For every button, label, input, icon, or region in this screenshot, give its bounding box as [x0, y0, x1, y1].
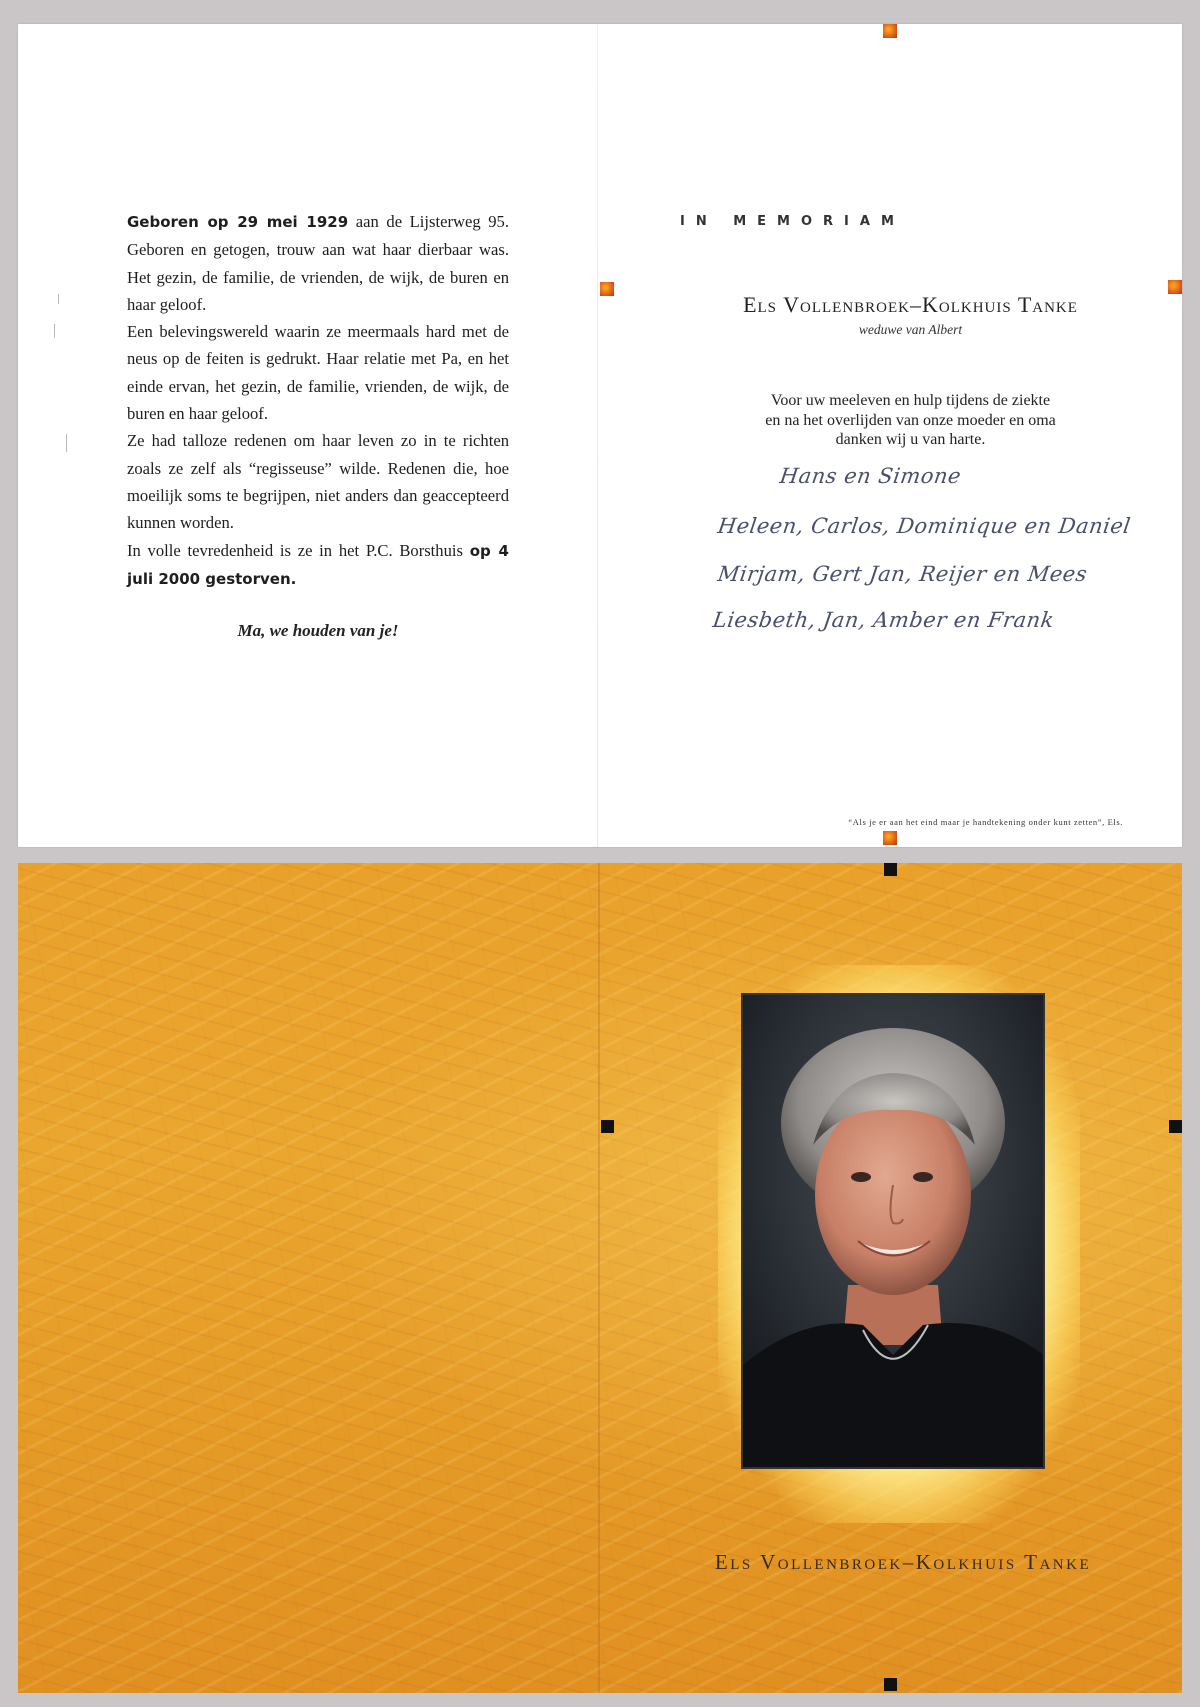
cover-name-title: Els Vollenbroek–Kolkhuis Tanke	[714, 1550, 1092, 1574]
scan-mark	[58, 294, 59, 304]
scan-mark	[54, 324, 55, 338]
thanks-line: Voor uw meeleven en hulp tijdens de ziekte	[770, 392, 1051, 409]
deceased-name: Els Vollenbroek–Kolkhuis Tanke	[743, 292, 1078, 317]
closing-line: Ma, we houden van je!	[237, 621, 399, 640]
registration-marker	[884, 1678, 897, 1691]
fold-line	[598, 863, 600, 1693]
biography-text	[127, 208, 509, 593]
paragraph-text: aan de Lijsterweg 95. Geboren en getogen, trouw aan wat haar dierbaar was. Het gezin, de familie, de vrienden, de wijk, de buren en haar geloof.	[127, 212, 509, 314]
in-memoriam-heading: IN MEMORIAM	[680, 214, 905, 229]
registration-marker	[884, 863, 897, 876]
registration-marker	[883, 831, 897, 845]
closing-quote: “Als je er aan het eind maar je handtekening onder kunt zetten”, Els.	[848, 817, 1123, 827]
thanks-message	[668, 391, 1153, 450]
biography-paragraph: Een belevingswereld waarin ze meermaals hard met de neus op de feiten is gedrukt. Haar relatie met Pa, en het einde ervan, het gezin, de familie, vrienden, de wijk, de buren en haar geloof.	[127, 322, 509, 424]
scan-mark	[66, 434, 67, 452]
biography-paragraph	[127, 537, 509, 594]
registration-marker	[883, 24, 897, 38]
registration-marker	[600, 282, 614, 296]
thanks-line: danken wij u van harte.	[835, 431, 986, 449]
registration-marker	[1168, 280, 1182, 294]
death-date: op 4 juli 2000 gestorven.	[127, 541, 509, 588]
paragraph-text: In volle tevredenheid is ze in het P.C. Borsthuis	[127, 540, 470, 560]
signature-line: Mirjam, Gert Jan, Reijer en Mees	[716, 562, 1089, 586]
biography-paragraph: Ze had talloze redenen om haar leven zo in te richten zoals ze zelf als “regisseuse” wilde. Redenen die, hoe moeilijk soms te begrijpen, niet anders dan geaccepteerd kunnen worden.	[127, 431, 509, 533]
signature-line: Hans en Simone	[778, 464, 963, 488]
portrait-image	[743, 995, 1043, 1467]
fold-line	[597, 24, 598, 847]
signature-line: Liesbeth, Jan, Amber en Frank	[711, 608, 1056, 632]
thanks-line: en na het overlijden van onze moeder en oma	[765, 411, 1056, 429]
portrait-photo	[741, 993, 1045, 1469]
card-inside-spread	[18, 24, 1182, 847]
signature-line: Heleen, Carlos, Dominique en Daniel	[716, 514, 1133, 538]
widow-subtitle: weduwe van Albert	[858, 322, 963, 337]
birth-date: Geboren op 29 mei 1929	[127, 213, 349, 231]
biography-paragraph	[127, 208, 509, 318]
registration-marker	[1169, 1120, 1182, 1133]
registration-marker	[601, 1120, 614, 1133]
card-cover-spread	[18, 863, 1182, 1693]
